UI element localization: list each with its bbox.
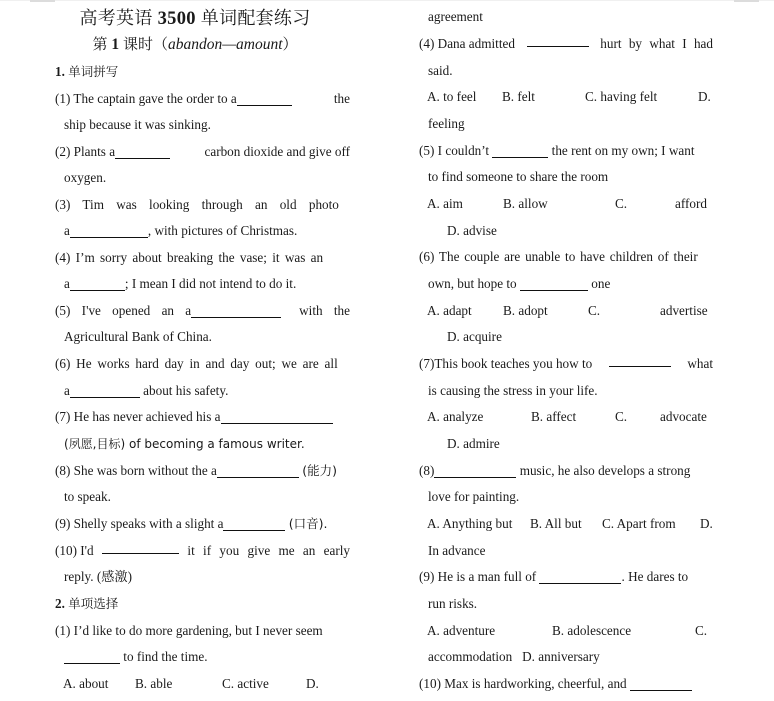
answer-blank[interactable] (115, 143, 170, 159)
spelling-item-2 (55, 139, 350, 165)
item-line (55, 271, 350, 297)
item-text: (2) Plants a (55, 144, 116, 159)
choice-item-8 (419, 458, 713, 484)
option-d[interactable]: D. acquire (447, 329, 502, 344)
item-text: the rent on my own; I want (551, 143, 695, 158)
option-c-text: advocate (660, 409, 707, 424)
item-text: (8) She was born without the a (55, 463, 217, 478)
answer-blank[interactable] (539, 568, 621, 584)
spelling-item-8 (55, 458, 350, 484)
option-c[interactable]: C. (588, 303, 601, 318)
page-title (0, 4, 390, 30)
option-b[interactable]: B. adolescence (552, 623, 632, 638)
answer-blank[interactable] (70, 382, 140, 398)
item-text: . He dares to (621, 569, 689, 584)
choice-options (55, 671, 350, 697)
section-number: 2. (55, 596, 65, 611)
item-text: what (687, 356, 713, 371)
answer-blank[interactable] (191, 302, 281, 318)
title-prefix: 高考英语 (79, 8, 153, 29)
subtitle-mid: 课时（ (122, 35, 168, 53)
option-c-text: afford (675, 196, 707, 211)
section-number: 1. (55, 64, 65, 79)
title-suffix: 单词配套练习 (200, 8, 311, 29)
answer-blank[interactable] (223, 515, 285, 531)
option-a[interactable]: A. aim (427, 196, 463, 211)
option-b[interactable]: B. allow (503, 196, 548, 211)
option-b[interactable]: B. able (135, 676, 173, 691)
section-heading-spelling (55, 59, 350, 85)
choice-item-10 (419, 671, 713, 697)
option-c[interactable]: C. Apart from (602, 516, 676, 531)
answer-blank[interactable] (609, 351, 671, 367)
choice-item-6: (6) The couple are unable to have children of their (419, 249, 698, 264)
option-d[interactable]: D. (306, 676, 319, 691)
item-line (55, 378, 350, 404)
option-b[interactable]: B. All but (530, 516, 582, 531)
option-d[interactable]: D. admire (447, 436, 500, 451)
item-text: own, but hope to (428, 276, 517, 291)
option-a[interactable]: A. analyze (427, 409, 484, 424)
choice-item-5 (419, 138, 713, 164)
choice-options (419, 618, 713, 644)
item-line (55, 431, 350, 457)
item-text: (4) Dana admitted (419, 36, 515, 51)
window-top-edge (0, 0, 774, 1)
item-text: love for painting. (428, 489, 520, 504)
option-b[interactable]: B. adopt (503, 303, 548, 318)
title-number: 3500 (157, 9, 196, 29)
item-text: a (64, 276, 70, 291)
choice-item-1: (1) I’d like to do more gardening, but I never seem (55, 623, 323, 638)
item-text: ship because it was sinking. (64, 117, 211, 132)
item-text: (5) I couldn’t (419, 143, 490, 158)
item-text: (8) (419, 463, 435, 478)
spelling-item-4: (4) I’m sorry about breaking the vase; it was an (55, 250, 324, 265)
answer-blank[interactable] (630, 675, 692, 691)
item-text: (夙愿,目标) of becoming a famous writer. (64, 437, 305, 451)
option-c[interactable]: C. (695, 623, 708, 638)
item-text: said. (428, 63, 453, 78)
choice-options (419, 84, 713, 110)
choice-item-4 (419, 31, 713, 57)
answer-blank[interactable] (217, 462, 299, 478)
option-d-text: feeling (428, 116, 465, 131)
option-b[interactable]: B. felt (502, 89, 535, 104)
item-text: (10) Max is hardworking, cheerful, and (419, 676, 627, 691)
item-text: (5) I've opened an a (55, 303, 192, 318)
item-text: one (591, 276, 611, 291)
item-text: (7) He has never achieved his a (55, 409, 221, 424)
item-line (55, 564, 350, 590)
item-line (419, 271, 713, 297)
choice-options (419, 511, 713, 537)
item-text: the (333, 91, 350, 106)
scroll-tab-left (30, 0, 55, 2)
choice-options (419, 404, 713, 430)
item-text: (9) Shelly speaks with a slight a (55, 516, 224, 531)
item-text: to find someone to share the room (428, 169, 609, 184)
answer-blank[interactable] (70, 275, 125, 291)
item-text: , with pictures of Christmas. (147, 223, 298, 238)
option-c[interactable]: C. (615, 409, 628, 424)
lesson-subtitle (0, 33, 390, 54)
item-line (55, 218, 350, 244)
item-text: ; I mean I did not intend to do it. (124, 276, 297, 291)
spelling-item-5 (55, 298, 350, 324)
choice-item-7 (419, 351, 713, 377)
option-c[interactable]: C. having felt (585, 89, 658, 104)
option-c[interactable]: C. (615, 196, 628, 211)
spelling-item-7 (55, 404, 350, 430)
scroll-tab-right (734, 0, 759, 2)
subtitle-number: 1 (111, 36, 120, 53)
item-line (55, 644, 350, 670)
item-line (419, 644, 713, 670)
section-title: 单项选择 (68, 596, 119, 611)
item-text: it if you give me an early (187, 543, 350, 558)
spelling-item-3: (3) Tim was looking through an old photo (55, 197, 339, 212)
option-c[interactable]: C. active (222, 676, 269, 691)
option-b[interactable]: B. affect (531, 409, 577, 424)
answer-blank[interactable] (102, 538, 179, 554)
option-a[interactable]: A. about (63, 676, 109, 691)
option-c-text: advertise (660, 303, 708, 318)
option-a[interactable]: A. Anything but (427, 516, 513, 531)
option-d[interactable]: D. (700, 516, 713, 531)
item-text: hurt by what I had (600, 36, 713, 51)
item-text: run risks. (428, 596, 478, 611)
spelling-item-1 (55, 86, 350, 112)
choice-item-9 (419, 564, 713, 590)
option-a[interactable]: A. adapt (427, 303, 472, 318)
answer-blank[interactable] (64, 648, 120, 664)
item-text: is causing the stress in your life. (428, 383, 598, 398)
option-d[interactable]: D. (698, 89, 711, 104)
subtitle-range: abandon—amount (167, 36, 283, 53)
item-text: (9) He is a man full of (419, 569, 537, 584)
spelling-item-6: (6) He works hard day in and day out; we are all (55, 356, 338, 371)
item-text: (7)This book teaches you how to (419, 356, 593, 371)
item-text: a (64, 223, 70, 238)
item-text: with the (299, 303, 350, 318)
answer-blank[interactable] (237, 90, 292, 106)
option-c-text: accommodation (428, 649, 513, 664)
item-hint: (口音). (288, 516, 328, 531)
answer-blank[interactable] (520, 275, 588, 291)
item-text: music, he also develops a strong (519, 463, 691, 478)
option-a[interactable]: A. adventure (427, 623, 496, 638)
item-text: a (64, 383, 70, 398)
choice-options (419, 298, 713, 324)
item-text: to find the time. (123, 649, 208, 664)
item-text: reply. (感激) (64, 569, 132, 584)
section-heading-choice (55, 591, 350, 617)
option-d[interactable]: D. advise (447, 223, 497, 238)
section-title: 单词拼写 (68, 64, 119, 79)
answer-blank[interactable] (527, 31, 589, 47)
subtitle-end: ） (282, 35, 298, 53)
item-text: oxygen. (64, 170, 107, 185)
answer-blank[interactable] (434, 462, 516, 478)
subtitle-prefix: 第 (92, 35, 108, 53)
item-hint: (能力) (302, 463, 337, 478)
spelling-item-9 (55, 511, 350, 537)
spelling-item-10 (55, 538, 350, 564)
option-d[interactable]: D. anniversary (522, 649, 600, 664)
item-text: agreement (428, 9, 483, 24)
item-text: (1) The captain gave the order to a (55, 91, 237, 106)
item-text: (10) I'd (55, 543, 94, 558)
option-d-text: In advance (428, 543, 486, 558)
answer-blank[interactable] (70, 222, 148, 238)
item-text: carbon dioxide and give off (204, 144, 350, 159)
option-a[interactable]: A. to feel (427, 89, 477, 104)
item-text: to speak. (64, 489, 111, 504)
item-text: about his safety. (143, 383, 229, 398)
item-text: Agricultural Bank of China. (64, 329, 212, 344)
answer-blank[interactable] (221, 408, 333, 424)
answer-blank[interactable] (492, 142, 548, 158)
choice-options (419, 191, 713, 217)
